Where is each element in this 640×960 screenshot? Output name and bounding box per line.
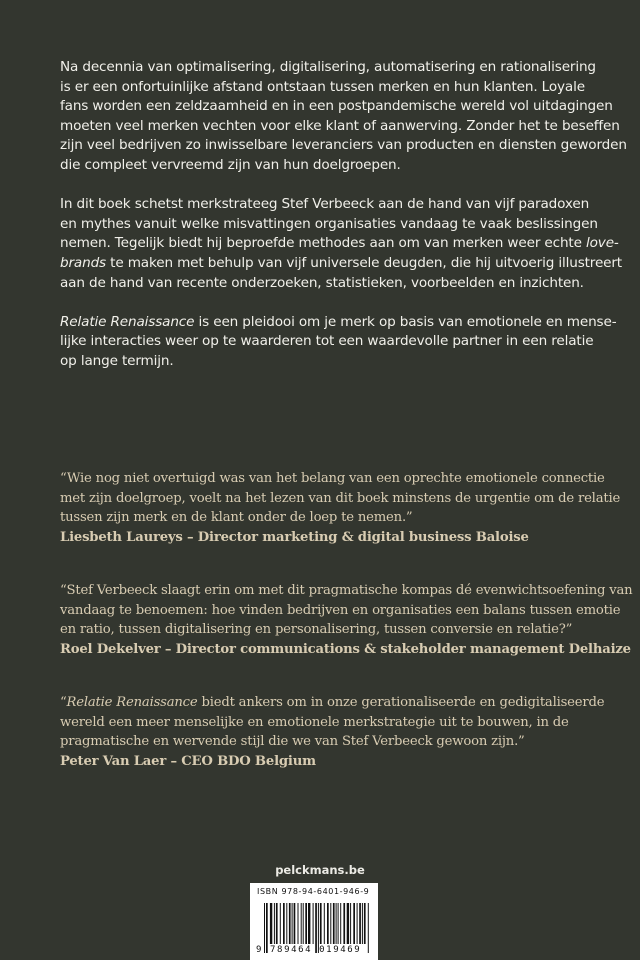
- barcode-bar: [289, 903, 291, 944]
- barcode-bar: [362, 903, 363, 944]
- barcode-bar: [347, 903, 349, 944]
- blurb-line: zijn veel bedrijven zo inwisselbare leveranciers van producten en diensten geworden: [60, 137, 627, 154]
- barcode-bar: [294, 903, 296, 944]
- barcode-bar: [364, 903, 366, 944]
- quote-mark: “: [60, 695, 67, 710]
- endorsement-quote-3: [60, 693, 620, 771]
- blurb-line: [60, 313, 617, 333]
- italic-term: brands: [60, 254, 106, 271]
- barcode-bar: [276, 903, 278, 944]
- barcode-bar: [270, 903, 272, 944]
- barcode-bar: [343, 903, 345, 944]
- blurb-line: Na decennia van optimalisering, digitalisering, automatisering en rationalisering: [60, 59, 596, 75]
- barcode-bar: [340, 903, 341, 944]
- barcode-bar: [283, 903, 285, 944]
- barcode-bar: [305, 903, 307, 944]
- blurb-text: nemen. Tegelijk biedt hij beproefde methodes aan om van merken weer echte: [60, 235, 586, 252]
- quote-line: met zijn doelgroep, voelt na het lezen van dit boek minstens de urgentie om de relatie: [60, 490, 621, 506]
- barcode-bar: [359, 903, 361, 944]
- blurb-line: [60, 234, 619, 254]
- barcode-bar: [338, 903, 339, 944]
- quote-line: [60, 693, 620, 713]
- blurb-line: aan de hand van recente onderzoeken, statistieken, voorbeelden en inzichten.: [60, 274, 584, 291]
- italic-term: love-: [586, 235, 619, 252]
- isbn-barcode: [250, 883, 378, 960]
- barcode-bar: [313, 903, 314, 944]
- barcode-bar: [327, 903, 329, 944]
- barcode-bar: [298, 903, 299, 944]
- blurb-text: te maken met behulp van vijf universele deugden, die hij uitvoerig illustreert: [105, 254, 622, 271]
- book-title-italic: Relatie Renaissance: [66, 695, 198, 710]
- quote-line: wereld een meer menselijke en emotionele merkstrategie uit te bouwen, in de: [60, 714, 569, 730]
- blurb-line: is er een onfortuinlijke afstand ontstaan tussen merken en hun klanten. Loyale: [60, 78, 585, 95]
- barcode-bar: [336, 903, 337, 944]
- isbn-label: ISBN 978-94-6401-946-9: [257, 887, 370, 896]
- barcode-bar: [357, 903, 358, 944]
- book-blurb: [60, 58, 627, 391]
- ean-digits: 9 789464 019469: [256, 945, 362, 955]
- barcode-bar: [292, 903, 293, 944]
- barcode-bar: [330, 903, 331, 944]
- quote-line: “Stef Verbeeck slaagt erin om met dit pragmatische kompas dé evenwichtsoefening van: [60, 583, 633, 598]
- blurb-line: fans worden een zeldzaamheid en in een postpandemische wereld vol uitdagingen: [60, 98, 613, 115]
- quote-attribution: Liesbeth Laureys – Director marketing & digital business Baloise: [60, 529, 529, 545]
- barcode-bar: [353, 903, 355, 944]
- barcode-bar: [274, 903, 275, 944]
- barcode-bar: [333, 903, 335, 944]
- quote-attribution: Peter Van Laer – CEO BDO Belgium: [60, 753, 316, 769]
- blurb-line: die compleet vervreemd zijn van hun doelgroepen.: [60, 156, 401, 173]
- barcode-bar: [324, 903, 325, 944]
- blurb-paragraph-1: [60, 58, 627, 176]
- quote-line: pragmatische en wervende stijl die we van Stef Verbeeck gewoon zijn.”: [60, 734, 525, 750]
- barcode-bar: [308, 903, 310, 944]
- endorsement-quote-1: [60, 469, 620, 547]
- quote-line: tussen zijn merk en de klant onder de loep te nemen.”: [60, 510, 413, 526]
- barcode-bar: [286, 903, 287, 944]
- blurb-line: op lange termijn.: [60, 352, 174, 369]
- blurb-line: moeten veel merken vechten voor elke klant of aanwerving. Zonder het te beseffen: [60, 117, 620, 134]
- blurb-text: is een pleidooi om je merk op basis van emotionele en mense-: [194, 313, 617, 330]
- blurb-line: [60, 254, 622, 274]
- barcode-bar: [301, 903, 302, 944]
- barcode-bar: [350, 903, 351, 944]
- blurb-line: en mythes vanuit welke misvattingen organisaties vandaag te vaak beslissingen: [60, 215, 598, 232]
- book-title-italic: Relatie Renaissance: [60, 313, 195, 330]
- blurb-line: lijke interacties weer op te waarderen tot een waardevolle partner in een relatie: [60, 333, 594, 350]
- barcode-bar: [280, 903, 281, 944]
- quote-attribution: Roel Dekelver – Director communications & stakeholder management Delhaize: [60, 641, 631, 657]
- quote-line: en ratio, tussen digitalisering en personalisering, tussen conversie en relatie?”: [60, 622, 573, 638]
- blurb-paragraph-2: [60, 195, 622, 293]
- blurb-line: In dit boek schetst merkstrateeg Stef Verbeeck aan de hand van vijf paradoxen: [60, 196, 590, 213]
- publisher-website: pelckmans.be: [275, 863, 365, 877]
- blurb-paragraph-3: [60, 313, 617, 372]
- barcode-bar: [320, 903, 322, 944]
- barcode-bar: [303, 903, 304, 944]
- quote-text: biedt ankers om in onze gerationaliseerde en gedigitaliseerde: [197, 695, 605, 710]
- quote-line: “Wie nog niet overtuigd was van het belang van een oprechte emotionele connectie: [60, 471, 605, 486]
- barcode-bar: [368, 903, 369, 953]
- quote-line: vandaag te benoemen: hoe vinden bedrijven en organisaties een balans tussen emotie: [60, 602, 621, 618]
- endorsement-quote-2: [60, 581, 633, 659]
